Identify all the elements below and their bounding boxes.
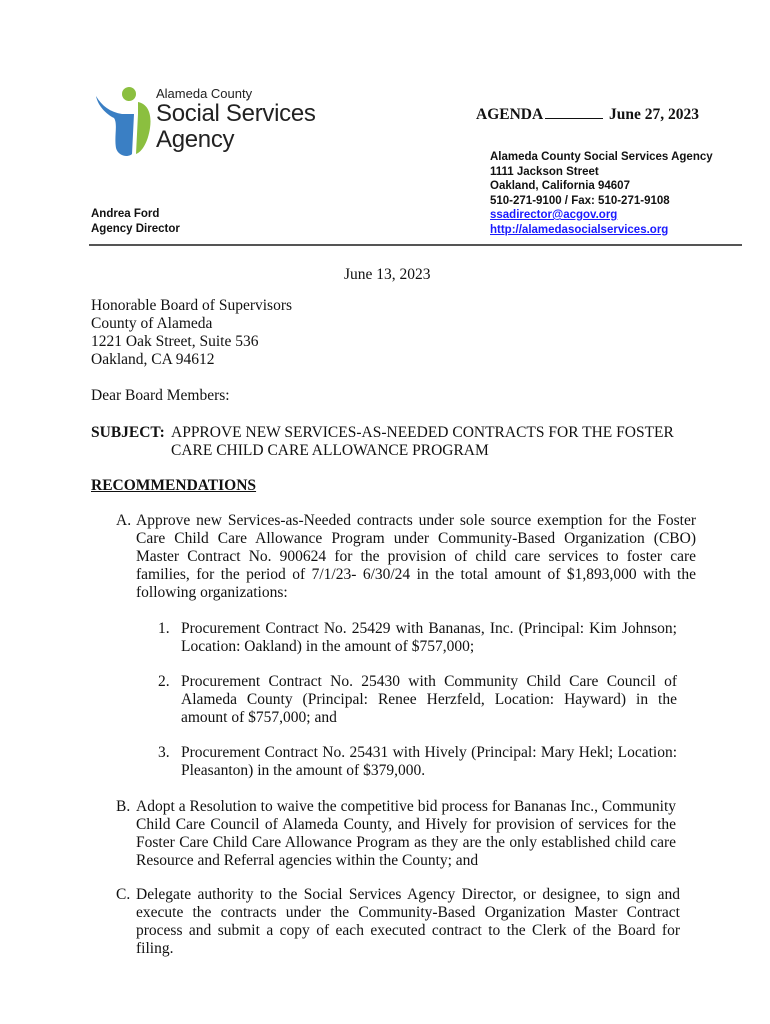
agenda-date: June 27, 2023 <box>609 106 700 123</box>
item-marker: B. <box>116 798 131 815</box>
header-divider <box>89 244 742 246</box>
item-marker: C. <box>116 886 131 903</box>
logo-county-text: Alameda County <box>156 86 253 101</box>
recipient-line: Oakland, CA 94612 <box>91 351 215 368</box>
item-marker: A. <box>116 512 132 529</box>
item-text: Delegate authority to the Social Services Agency Director, or designee, to sign and execute the contracts under the Community-Based Organization Master Contract process and submit a copy of each executed contract to the Clerk of the Board for filing. <box>136 886 680 957</box>
email-link[interactable]: ssadirector@acgov.org <box>490 209 618 221</box>
item-text: Approve new Services-as-Needed contracts under sole source exemption for the Foster Care Child Care Allowance Program under Community-Based Organization (CBO) Master Contract No. 900624 for the provision of child care services to foster care families, for the period of 7/1/23- 6/30/24 in the total amount of $1,893,000 with the following organizations: <box>136 512 696 601</box>
address-street: 1111 Jackson Street <box>490 165 599 178</box>
subitem-marker: 1. <box>158 620 170 637</box>
address-phone: 510-271-9100 / Fax: 510-271-9108 <box>490 194 670 207</box>
address-city: Oakland, California 94607 <box>490 180 630 192</box>
logo-line1-text: Social Services <box>156 100 316 127</box>
recipient-address <box>91 297 292 369</box>
recipient-line: Honorable Board of Supervisors <box>91 297 293 314</box>
recipient-line: 1221 Oak Street, Suite 536 <box>91 333 259 350</box>
agenda-line <box>476 106 699 124</box>
subject-text: APPROVE NEW SERVICES-AS-NEEDED CONTRACTS FOR THE FOSTER CARE CHILD CARE ALLOWANCE PROGRAM <box>171 424 674 459</box>
agency-address <box>490 150 713 237</box>
website-link[interactable]: http://alamedasocialservices.org <box>490 223 669 236</box>
recommendations-heading: RECOMMENDATIONS <box>91 477 257 494</box>
director-name: Andrea Ford <box>91 208 160 220</box>
subitem-marker: 2. <box>158 673 170 690</box>
address-org: Alameda County Social Services Agency <box>490 151 713 163</box>
director-title: Agency Director <box>91 222 180 235</box>
item-text: Adopt a Resolution to waive the competitive bid process for Bananas Inc., Community Child Care Council of Alameda County, and Hively for provision of services for the Foster Care Child Care Allowance Program as they are the only established child care Resource and Referral agencies within the County; and <box>136 798 676 869</box>
subitem-text: Procurement Contract No. 25431 with Hively (Principal: Mary Hekl; Location: Pleasanton) in the amount of $379,000. <box>181 744 677 779</box>
agenda-blank <box>545 106 603 119</box>
greeting: Dear Board Members: <box>91 387 230 404</box>
subitem-text: Procurement Contract No. 25429 with Bananas, Inc. (Principal: Kim Johnson; Location: Oakland) in the amount of $757,000; <box>181 620 677 655</box>
subject-label: SUBJECT: <box>91 424 165 441</box>
recipient-line: County of Alameda <box>91 315 213 332</box>
subitem-marker: 3. <box>158 744 170 761</box>
logo-line2-text: Agency <box>156 126 235 153</box>
letter-date: June 13, 2023 <box>344 266 431 283</box>
subitem-text: Procurement Contract No. 25430 with Community Child Care Council of Alameda County (Principal: Renee Herzfeld, Location: Hayward) in the amount of $757,000; and <box>181 673 677 726</box>
agency-director <box>91 207 180 236</box>
agenda-label: AGENDA <box>476 106 544 123</box>
